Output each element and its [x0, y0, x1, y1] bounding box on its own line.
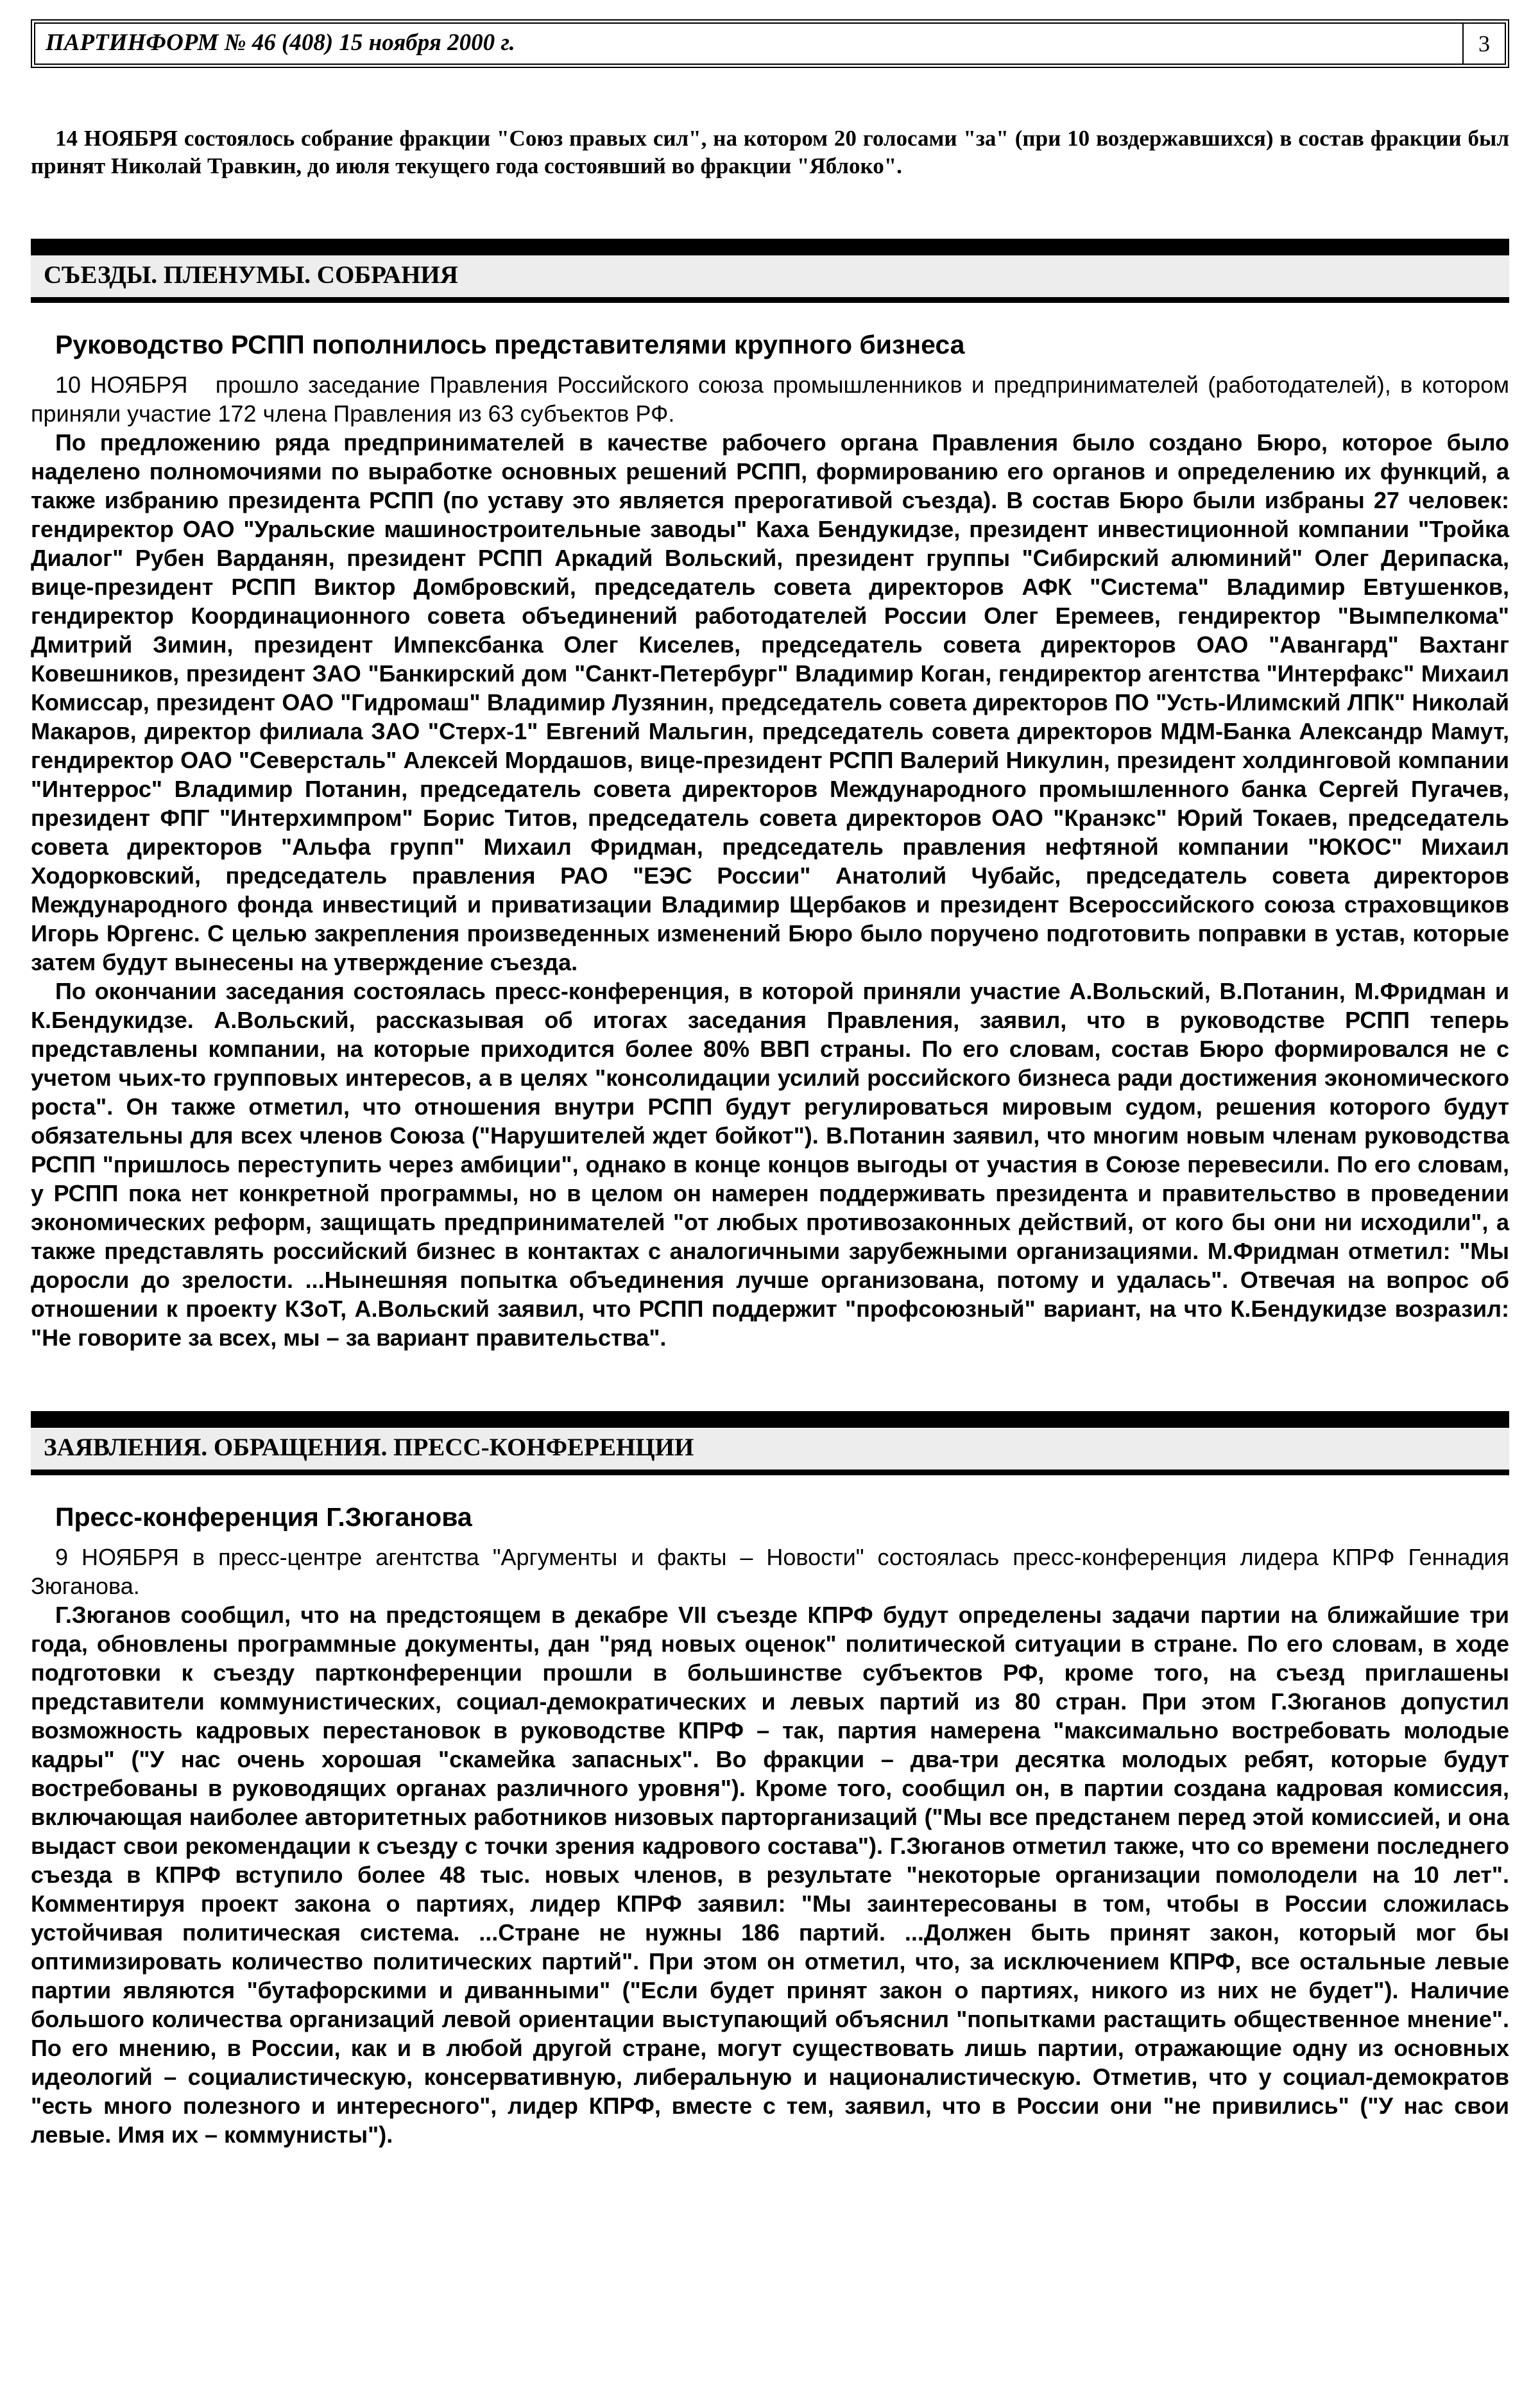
- lead-paragraph: 14 НОЯБРЯ состоялось собрание фракции "Союз правых сил", на котором 20 голосами "за" (при 10 воздержавшихся) в состав фракции был принят Николай Травкин, до июля текущего года состоявший во фракции "Яблоко".: [31, 126, 1509, 179]
- section-banner-statements: [31, 1411, 1509, 1475]
- article-paragraph: 9 НОЯБРЯ в пресс-центре агентства "Аргументы и факты – Новости" состоялась пресс-конференция лидера КПРФ Геннадия Зюганова.: [31, 1544, 1509, 1600]
- masthead: [31, 19, 1509, 68]
- article-headline-zyuganov: Пресс-конференция Г.Зюганова: [55, 1502, 472, 1532]
- article-paragraph: По окончании заседания состоялась пресс-конференция, в которой приняли участие А.Вольский, В.Потанин, М.Фридман и К.Бендукидзе. А.Вольский, рассказывая об итогах заседания Правления, заявил, что в руководстве РСПП теперь представлены компании, на которые приходится более 80% ВВП страны. По его словам, состав Бюро формировался не с учетом чьих-то групповых интересов, а в целях "консолидации усилий российского бизнеса ради достижения экономического роста". Он также отметил, что отношения внутри РСПП будут регулироваться мировым судом, решения которого будут обязательны для всех членов Союза ("Нарушителей ждет бойкот"). В.Потанин заявил, что многим новым членам руководства РСПП "пришлось переступить через амбиции", однако в конце концов выгоды от участия в Союзе перевесили. По его словам, у РСПП пока нет конкретной программы, но в целом он намерен поддерживать президента и правительство в проведении экономических реформ, защищать предпринимателей "от любых противозаконных действий, от кого бы они ни исходили", а также представлять российский бизнес в контактах с аналогичными зарубежными организациями. М.Фридман отметил: "Мы доросли до зрелости. ...Нынешняя попытка объединения лучше организована, потому и удалась". Отвечая на вопрос об отношении к проекту КЗоТ, А.Вольский заявил, что РСПП поддержит "профсоюзный" вариант, на что К.Бендукидзе возразил: "Не говорите за всех, мы – за вариант правительства".: [31, 978, 1509, 1351]
- article-paragraph: По предложению ряда предпринимателей в качестве рабочего органа Правления было создано Бюро, которое было наделено полномочиями по выработке основных решений РСПП, формированию его органов и определению их функций, а также избранию президента РСПП (по уставу это является прерогативой съезда). В состав Бюро были избраны 27 человек: гендиректор ОАО "Уральские машиностроительные заводы" Каха Бендукидзе, президент инвестиционной компании "Тройка Диалог" Рубен Варданян, президент РСПП Аркадий Вольский, президент группы "Сибирский алюминий" Олег Дерипаска, вице-президент РСПП Виктор Домбровский, председатель совета директоров АФК "Система" Владимир Евтушенков, гендиректор Координационного совета объединений работодателей России Олег Еремеев, гендиректор "Вымпелкома" Дмитрий Зимин, президент Импексбанка Олег Киселев, председатель совета директоров ОАО "Авангард" Вахтанг Ковешников, президент ЗАО "Банкирский дом "Санкт-Петербург" Владимир Коган, гендиректор агентства "Интерфакс" Михаил Комиссар, президент ОАО "Гидромаш" Владимир Лузянин, председатель совета директоров ПО "Усть-Илимский ЛПК" Николай Макаров, директор филиала ЗАО "Стерх-1" Евгений Мальгин, председатель совета директоров МДМ-Банка Александр Мамут, гендиректор ОАО "Северсталь" Алексей Мордашов, вице-президент РСПП Валерий Никулин, президент холдинговой компании "Интеррос" Владимир Потанин, председатель совета директоров Международного промышленного банка Сергей Пугачев, президент ФПГ "Интерхимпром" Борис Титов, председатель совета директоров ОАО "Кранэкс" Юрий Токаев, председатель совета директоров "Альфа групп" Михаил Фридман, председатель правления нефтяной компании "ЮКОС" Михаил Ходорковский, председатель правления РАО "ЕЭС России" Анатолий Чубайс, председатель совета директоров Международного фонда инвестиций и приватизации Владимир Щербаков и президент Всероссийского союза страховщиков Игорь Юргенс. С целью закрепления произведенных изменений Бюро было поручено подготовить поправки в устав, которые затем будут вынесены на утверждение съезда.: [31, 429, 1509, 976]
- masthead-title: ПАРТИНФОРМ № 46 (408) 15 ноября 2000 г.: [46, 30, 515, 56]
- article-paragraph: 10 НОЯБРЯ прошло заседание Правления Российского союза промышленников и предпринимателей (работодателей), в котором приняли участие 172 члена Правления из 63 субъектов РФ.: [31, 372, 1509, 427]
- article-paragraph: Г.Зюганов сообщил, что на предстоящем в декабре VII съезде КПРФ будут определены задачи партии на ближайшие три года, обновлены программные документы, дан "ряд новых оценок" политической ситуации в стране. По его словам, в ходе подготовки к съезду партконференции прошли в большинстве субъектов РФ, кроме того, на съезд приглашены представители коммунистических, социал-демократических и левых партий из 80 стран. При этом Г.Зюганов допустил возможность кадровых перестановок в руководстве КПРФ – так, партия намерена "максимально востребовать молодые кадры" ("У нас очень хорошая "скамейка запасных". Во фракции – два-три десятка молодых ребят, которые будут востребованы в руководящих органах различного уровня"). Кроме того, сообщил он, в партии создана кадровая комиссия, включающая наиболее авторитетных работников низовых парторганизаций ("Мы все предстанем перед этой комиссией, и она выдаст свои рекомендации к съезду с точки зрения кадрового состава"). Г.Зюганов отметил также, что со времени последнего съезда в КПРФ вступило более 48 тыс. новых членов, в результате "некоторые организации помолодели на 10 лет". Комментируя проект закона о партиях, лидер КПРФ заявил: "Мы заинтересованы в том, чтобы в России сложилась устойчивая политическая система. ...Стране не нужны 186 партий. ...Должен быть принят закон, который мог бы оптимизировать количество политических партий". При этом он отметил, что, за исключением КПРФ, все остальные левые партии являются "бутафорскими и диванными" ("Если будет принят закон о партиях, никого из них не будет"). Наличие большого количества организаций левой ориентации выступающий объяснил "попытками растащить общественное мнение". По его мнению, в России, как и в любой другой стране, могут существовать лишь партии, отражающие одну из основных идеологий – социалистическую, консервативную, либеральную и националистическую. Отметив, что у социал-демократов "есть много полезного и интересного", лидер КПРФ, вместе с тем, заявил, что в России они "не привились" ("У нас свои левые. Имя их – коммунисты").: [31, 1602, 1509, 2148]
- page-number: 3: [1462, 24, 1505, 64]
- section-banner-title: СЪЕЗДЫ. ПЛЕНУМЫ. СОБРАНИЯ: [44, 261, 458, 289]
- section-banner-title: ЗАЯВЛЕНИЯ. ОБРАЩЕНИЯ. ПРЕСС-КОНФЕРЕНЦИИ: [44, 1434, 694, 1462]
- section-banner-congresses: [31, 239, 1509, 303]
- article-headline-rspp: Руководство РСПП пополнилось представителями крупного бизнеса: [55, 330, 965, 360]
- masthead-box: [34, 22, 1506, 65]
